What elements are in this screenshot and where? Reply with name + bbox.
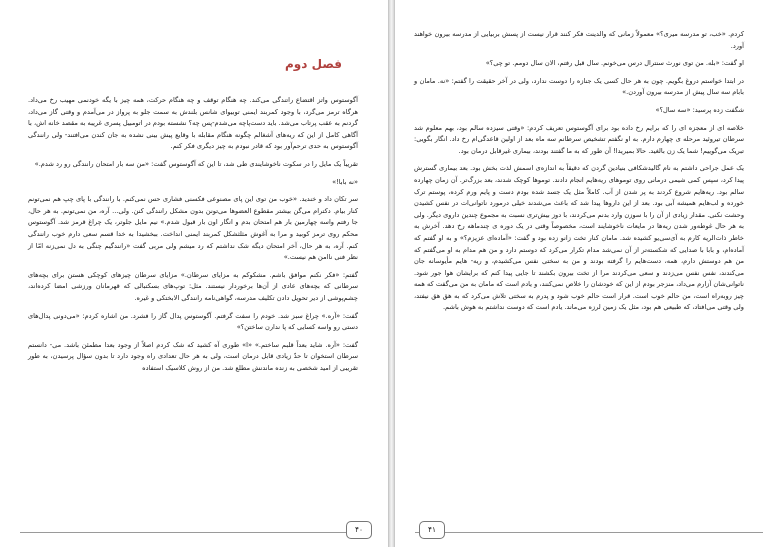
paragraph: کردم. «خب، تو مدرسه میری؟» معمولاً زمانی که والدینت فکر کنند قرار نیست از پسش بربیایی از مدرسه بیرون خواهند آورد. bbox=[414, 30, 744, 50]
page-number: ۴۰ bbox=[346, 521, 372, 539]
paragraph: گفتم: «فکر نکنم موافق باشم. مشکوکم به مزایای سرطان.» مزایای سرطان چیزهای کوچکی هستن برای بچه‌های سرطانی که بچه‌های عادی از آن‌ها برخوردار نیستند. مثل: توپ‌های بسکتبالی که قهرمانان ورزشی امضا کرده‌اند، چشم‌پوشی از دیر تحویل دادن تکلیف مدرسه، گواهی‌نامه رانندگی الابختکی و غیره. bbox=[28, 270, 358, 302]
footer-rule bbox=[20, 532, 368, 533]
right-page bbox=[394, 0, 783, 547]
paragraph: او گفت: «بله. من توی نورث سنترال درس می‌خونم. سال قبل رفتم، الان سال دومم. تو چی؟» bbox=[485, 59, 744, 68]
paragraph: آگوستوس واتز اقتضاع راتندگی می‌کند. چه هنگام توقف و چه هنگام حرکت، همه چیز با یگه خودنمی مهیب رخ می‌داد. هرگاه ترمز می‌گرد، با وجود کمربند ایمنی توبیوای شانس بلندش به سمت جلو به پرواز در می‌آمدم و وقتی گاز می‌داد، گردنم به عقب پرتاب می‌شد. باید دست‌پاچه می‌شدم-پس چه؟ نشسته بودم در اتومبیل پسری غریبه به مقصد خانه اش، با آگاهی کامل از این که ریه‌های آشغالم چگونه هنگام مقابله با وقایع پیش بینی نشده به جان کندن می‌افتند- ولی رانندگی آگوستوس به حدی ترحم‌آور بود که قادر نبودم به چیز دیگری فکر کنم. bbox=[28, 96, 358, 151]
paragraph: در ابتدا خواستم دروغ بگویم. چون به هر حال کسی یک جنازه را دوست ندارد، ولی در آخر حقیقت را گفتم: «نه. مامان و بابام سه سال پیش از مدرسه بیرون آوردن.» bbox=[414, 76, 744, 97]
page-number: ۴۱ bbox=[419, 521, 445, 539]
paragraph: تقریباً یک مایل را در سکوت ناخوشایندی طی شد، تا این که آگوستوس گفت: «من سه بار امتحان رانندگی رو رد شدم.» bbox=[34, 159, 358, 168]
right-page-text bbox=[414, 29, 744, 320]
left-page-text bbox=[28, 95, 358, 380]
paragraph: شگفت زده پرسید: «سه سال؟» bbox=[655, 105, 744, 114]
left-page bbox=[0, 0, 389, 547]
paragraph: گفت: «آره. شاید بعداً قلبم ساختم.» «ا» طوری آه کشید که شک کردم اصلاً از وجود بعدا مطمئن باشد. می- دانستم سرطان استخوان تا حدّ زیادی قابل درمان است، ولی به هر حال تعدادی راه وجود دارد تا بدون سؤال پرسیدن، به طور تقریبی از امید شخصی به زنده ماندنش مطلع شد. من از روش کلاسیک استفاده bbox=[28, 340, 358, 372]
paragraph: گفت: «آره.» چراغ سبز شد. خودم را سفت گرفتم. آگوستوس پدال گاز را فشرد. من اشاره کردم: «می‌دونی پدال‌های دستی رو واسه کسایی که پا ندارن ساختن؟» bbox=[28, 311, 358, 332]
paragraph: خلاصه ای از معجزه ای را که برایم رخ داده بود برای آگوستوس تعریف کردم: «وقتی سیزده سالم بود، بهم معلوم شد سرطان تیروئید مرحله ی چهارم دارم. به او نگفتم تشخیص سرطانم سه ماه بعد از اولین قاعدگی‌ام رخ داد. انگار بگویی: تبریک می‌گوییم! شما یک زن بالغید. حالا بمیریدا! آن طور که به ما گفتند بودند، بیماری غیرقابل درمان بود. bbox=[414, 123, 744, 155]
paragraph: سر تکان داد و خندید. «خوب من توی این پای مصنوعی فکسنی فشاری حس نمی‌کنم. با رانندگی با پای چپ هم نمی‌تونم کنار بیام. دکترام می‌گن بیشتر مقطوع العضوها می‌تونن بدون مشکل رانندگی کنن. ولی... آره، من نمی‌تونم. به هر حال، جا رفتم واسه چهارمین بار هم امتحان بدم و انگار اون بار قبول شدم.» نیم مایل جلوتر، یک چراغ قرمز شد. آگوستوس محکم روی ترمز کوبید و مرا به آغوش مثلثشکل کمربند ایمنی انداخت. ببخشیدا به خدا قسم سعی دارم خوب رانندگی کنم. آره، به هر حال، آخر امتحان دیگه شک نداشتم که رد میشم ولی مربی گفت «رانندگیم چنگی به دل نمی‌زنه امّا از نظر فنی ناامن هم نیست.» bbox=[28, 195, 358, 262]
paragraph: یک عمل جراحی داشتم به نام گالیدشکافی بنیادین گردن که دقیقاً به اندازه‌ی اسمش لذت بخش بود. بعد بیماری گسترش پیدا کرد، سپس کمی شیمی درمانی روی توموهای ریه‌هایم انجام دادند. توموها کوچک شدند، بعد بزرگ‌تر. آن زمان چهارده سالم بود. ریه‌هایم شروع کردند به پر شدن از آب. کاملاً مثل یک جسد شده بودم دست و پایم ورم کرده، پوستم ترک خورده و لب‌هایم همیشه آبی بود. بعد از این داروها پیدا شد که باعث می‌شدند خیلی درمورد ناتوانی‌ات در نفس کشیدن وحشت نکنی. مقدار زیادی از آن را با سوزن وارد بدنم می‌کردند، با دوز بیش‌تری نسبت به مجموع چندین داروی دیگر. ولی به هر حال غوطه‌ور شدن ریه‌ها در مایعات ناخوشایند است، مخصوصاً وقتی در یک دوره ی چندماهه رخ دهد. آخرش به خاطر ذات‌الریه کارم به آی‌سی‌یو کشیده شد. مامان کنار تخت زانو زده بود و گفت: «آماده‌ای عزیزم؟» و به او گفتم که آماده‌ام، و بابا با صدایی که شکسته‌تر از آن نمی‌شد مدام تکرار می‌کرد که دوستم دارد و من هم مدام به او می‌گفتم که من هم دوستش دارم، همه، دست‌هایم را گرفته بودند و من به سختی نفس می‌کشیدم، و ریه- هایم مأیوسانه جان می‌کندند، نفس نفس می‌زدند و سعی می‌کردند مرا از تخت بیرون بکشند تا جایی پیدا کنم که برایشان هوا جور شود. ناتوانی‌شان آزارم می‌داد، منزجر بودم از این که خودشان را خلاص نمی‌کنند، و یادم است که مامان به من می‌گفت که همه چیز روبه‌راه است، من حالم خوب است. قرار است حالم خوب شود و پدرم به سختی تلاش می‌کرد که به هق هق نیفتد، ولی وقتی می‌افتاد، که طبیعی هم بود، مثل یک زمین لرزه می‌ماند. یادم است که دوست نداشتم به هوش باشم. bbox=[414, 164, 744, 312]
paragraph: «نه بابا!» bbox=[332, 177, 358, 186]
footer-rule bbox=[415, 532, 763, 533]
chapter-title: فصل دوم bbox=[285, 57, 342, 71]
